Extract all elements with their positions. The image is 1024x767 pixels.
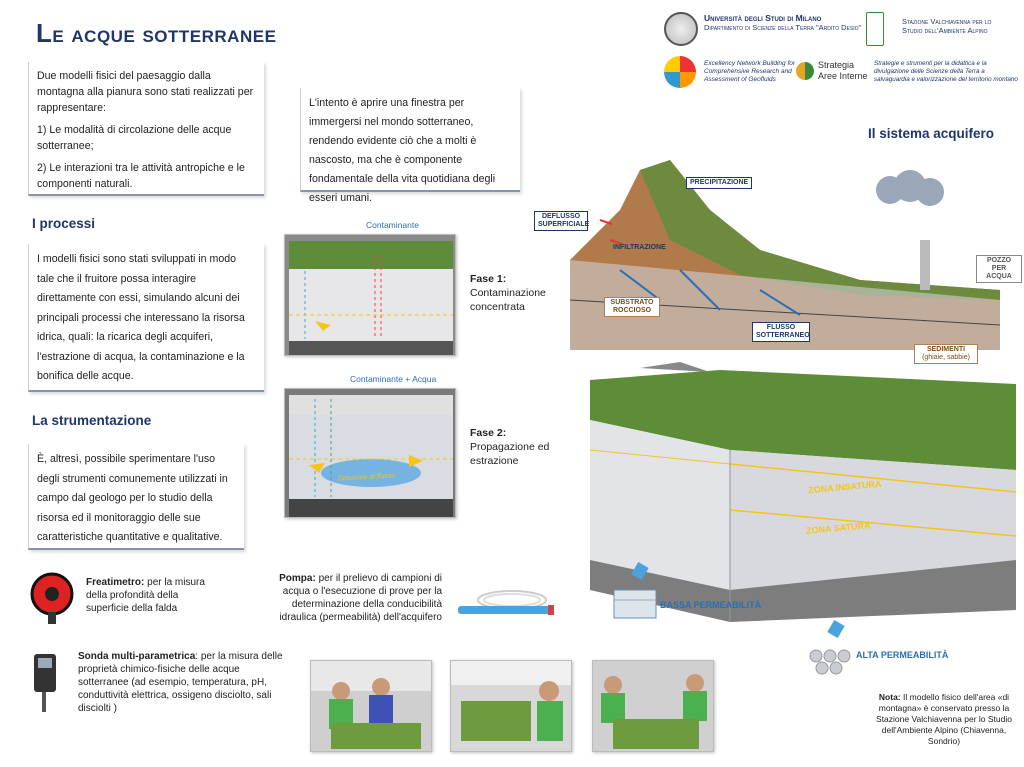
pompa-text: [272, 572, 442, 624]
strategia-line1: Strategia: [818, 60, 855, 70]
intent-box: [300, 88, 520, 204]
label-precipitazione: PRECIPITAZIONE: [686, 177, 752, 189]
fase1-label: Fase 1:: [470, 273, 507, 285]
label-infiltrazione: INFILTRAZIONE: [613, 244, 666, 251]
fase1-text: [470, 272, 560, 314]
strategia-line2: Aree Interne: [818, 71, 868, 81]
fase1-desc: Contaminazione concentrata: [470, 287, 546, 313]
nota-label: Nota:: [878, 692, 901, 702]
nota: [874, 692, 1014, 747]
label-pozzo: POZZO PER ACQUA: [976, 255, 1022, 283]
label-zona-satura: ZONA SATURA: [805, 520, 871, 536]
fase1-tag: Contaminante: [366, 220, 419, 230]
strumentazione-box: [28, 444, 244, 550]
label-flusso: FLUSSO SOTTERRANEO: [752, 322, 810, 342]
sonda-desc: : per la misura delle proprietà chimico-fisiche delle acque sotterranee (ad esempio, temperatura, pH, conduttività elettrica, ossigeno disciolto, sali disciolti ): [78, 651, 283, 714]
workshop-photo-1: [310, 660, 432, 752]
unimi-name: Università degli Studi di Milano: [704, 13, 822, 23]
fase2-text: [470, 426, 560, 468]
intro-p3: 2) Le interazioni tra le attività antropiche e le componenti naturali.: [37, 162, 245, 190]
excellency-logo: [664, 56, 696, 88]
fase2-desc: Propagazione ed estrazione: [470, 441, 550, 467]
unimi-dept: Dipartimento di Scienze della Terra "Ardito Desio": [704, 23, 862, 32]
sonda-image: [30, 652, 64, 714]
label-zona-insatura: ZONA INSATURA: [807, 478, 882, 496]
sonda-name: Sonda multi-parametrica: [78, 651, 196, 662]
title-initial: L: [36, 18, 53, 48]
strategie-text: Strategie e strumenti per la didattica e la divulgazione delle Scienze della Terra a salvaguardia e valorizzazione del territorio montano: [874, 60, 1018, 83]
freatimetro-name: Freatimetro:: [86, 577, 145, 588]
sistema-heading: Il sistema acquifero: [868, 126, 995, 141]
fase1-photo: [284, 234, 456, 356]
sedimenti-text: SEDIMENTI: [926, 346, 966, 353]
processi-text: I modelli fisici sono stati sviluppati in modo tale che il fruitore possa interagire direttamente con essi, simulando alcuni dei principali processi che interessano la risorsa idrica, quali: la ricarica degli acquiferi, l'estrazione di acqua, la contaminazione e la bonifica delle acque.: [37, 253, 245, 382]
fase2-photo: [284, 388, 456, 518]
pompa-name: Pompa:: [279, 573, 316, 584]
intro-box: [28, 62, 264, 196]
label-substrato: SUBSTRATO ROCCIOSO: [604, 297, 660, 317]
strategia-logo: [796, 62, 814, 80]
bassa-permeabilita-icon: [612, 560, 658, 620]
freatimetro-text: [86, 576, 216, 615]
station-logo: [866, 12, 884, 46]
intro-p2: 1) Le modalità di circolazione delle acque sotterranee;: [37, 124, 232, 152]
strumentazione-heading: La strumentazione: [32, 413, 152, 428]
pompa-image: [452, 588, 564, 622]
fase2-overlay: Direzione di flusso: [337, 472, 396, 483]
fase2-label: Fase 2:: [470, 427, 507, 439]
processi-heading: I processi: [32, 216, 96, 231]
station-name: Stazione Valchiavenna per lo Studio dell'Ambiente Alpino: [902, 17, 992, 35]
workshop-photo-3: [592, 660, 714, 752]
intro-p1: Due modelli fisici del paesaggio dalla montagna alla pianura sono stati realizzati per rappresentare:: [37, 70, 254, 114]
page-title: [36, 18, 276, 49]
intent-text: L'intento è aprire una finestra per immergersi nel mondo sotterraneo, rendendo evidente ciò che a molti è nascosto, ma che è componente fondamentale della vita quotidiana degli esseri umani.: [309, 97, 496, 204]
freatimetro-image: [28, 566, 76, 626]
alta-permeabilita-icon: [808, 618, 854, 678]
pompa-desc: per il prelievo di campioni di acqua o l'esecuzione di prove per la determinazione della conducibilità idraulica (permeabilità) dell'acquifero: [279, 573, 442, 623]
workshop-photo-2: [450, 660, 572, 752]
label-bassa: BASSA PERMEABILITÀ: [660, 600, 762, 610]
title-rest: e acque sotterranee: [52, 21, 277, 48]
fase2-tag: Contaminante + Acqua: [350, 374, 437, 384]
label-deflusso: DEFLUSSO SUPERFICIALE: [534, 211, 588, 231]
nota-text: Il modello fisico dell'area «di montagna» è conservato presso la Stazione Valchiavenna per lo Studio dell'Ambiente Alpino (Chiavenna, Sondrio): [876, 692, 1012, 746]
strumentazione-text: È, altresì, possibile sperimentare l'uso degli strumenti comunemente utilizzati in campo dal geologo per lo studio della risorsa ed il monitoraggio delle sue caratteristiche quantitative e qualitative.: [37, 453, 228, 543]
label-alta: ALTA PERMEABILITÀ: [856, 650, 949, 660]
sedimenti-sub: (ghiaie, sabbie): [922, 354, 970, 361]
freatimetro-desc: per la misura della profondità della superficie della falda: [86, 577, 205, 614]
sonda-text: [78, 650, 288, 715]
excellency-text: Excellency Network Building for Comprehensive Research and Assessment of Geofluids: [704, 60, 796, 83]
processi-box: [28, 244, 264, 392]
unimi-seal-logo: [664, 12, 698, 46]
